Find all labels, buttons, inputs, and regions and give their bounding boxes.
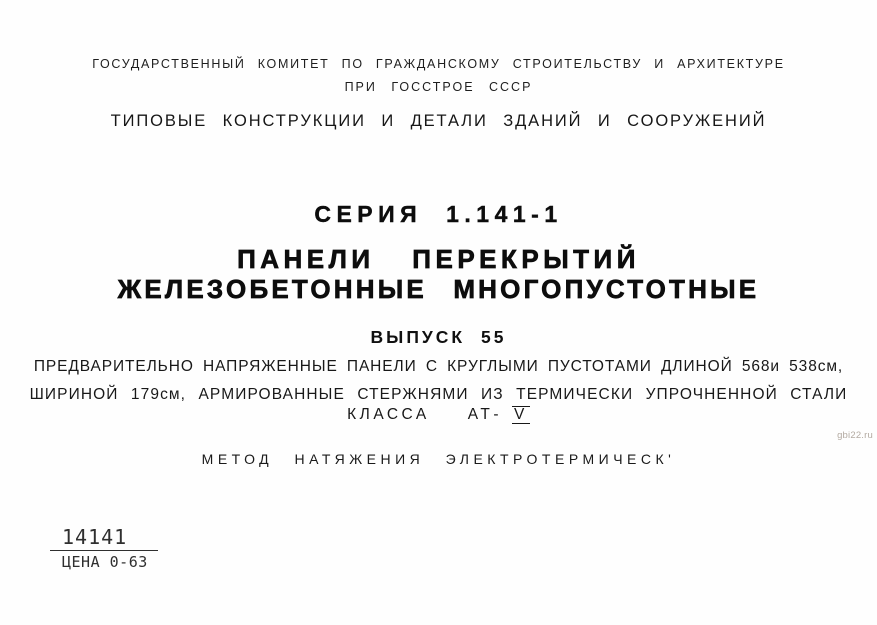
stamp-divider-line	[50, 550, 158, 551]
description-line-2: ШИРИНОЙ 179см, АРМИРОВАННЫЕ СТЕРЖНЯМИ ИЗ ТЕРМИЧЕСКИ УПРОЧНЕННОЙ СТАЛИ	[29, 386, 848, 403]
class-prefix: АТ-	[467, 406, 502, 423]
committee-line-2: ПРИ ГОССТРОЕ СССР	[344, 80, 533, 94]
title-line-1: ПАНЕЛИ ПЕРЕКРЫТИЙ	[237, 244, 640, 274]
description-line-1: ПРЕДВАРИТЕЛЬНО НАПРЯЖЕННЫЕ ПАНЕЛИ С КРУГЛЫМИ ПУСТОТАМИ ДЛИНОЙ 568и 538см,	[33, 358, 844, 375]
title-line-2: ЖЕЛЕЗОБЕТОННЫЕ МНОГОПУСТОТНЫЕ	[117, 274, 760, 304]
price-stamp	[50, 525, 158, 571]
series-heading: ТИПОВЫЕ КОНСТРУКЦИИ И ДЕТАЛИ ЗДАНИЙ И СООРУЖЕНИЙ	[110, 112, 767, 130]
committee-line-1: ГОСУДАРСТВЕННЫЙ КОМИТЕТ ПО ГРАЖДАНСКОМУ СТРОИТЕЛЬСТВУ И АРХИТЕКТУРЕ	[92, 57, 785, 71]
description-class-line	[0, 406, 877, 424]
series-number: СЕРИЯ 1.141-1	[314, 201, 563, 227]
site-watermark: gbi22.ru	[837, 430, 873, 441]
issue-number: ВЫПУСК 55	[370, 327, 507, 347]
stamp-code: 14141	[62, 525, 128, 549]
method-line: МЕТОД НАТЯЖЕНИЯ ЭЛЕКТРОТЕРМИЧЕСК'	[201, 451, 676, 467]
stamp-price: ЦЕНА 0-63	[62, 553, 148, 571]
class-label: КЛАССА	[347, 406, 430, 423]
steel-class-value: V	[514, 406, 528, 423]
